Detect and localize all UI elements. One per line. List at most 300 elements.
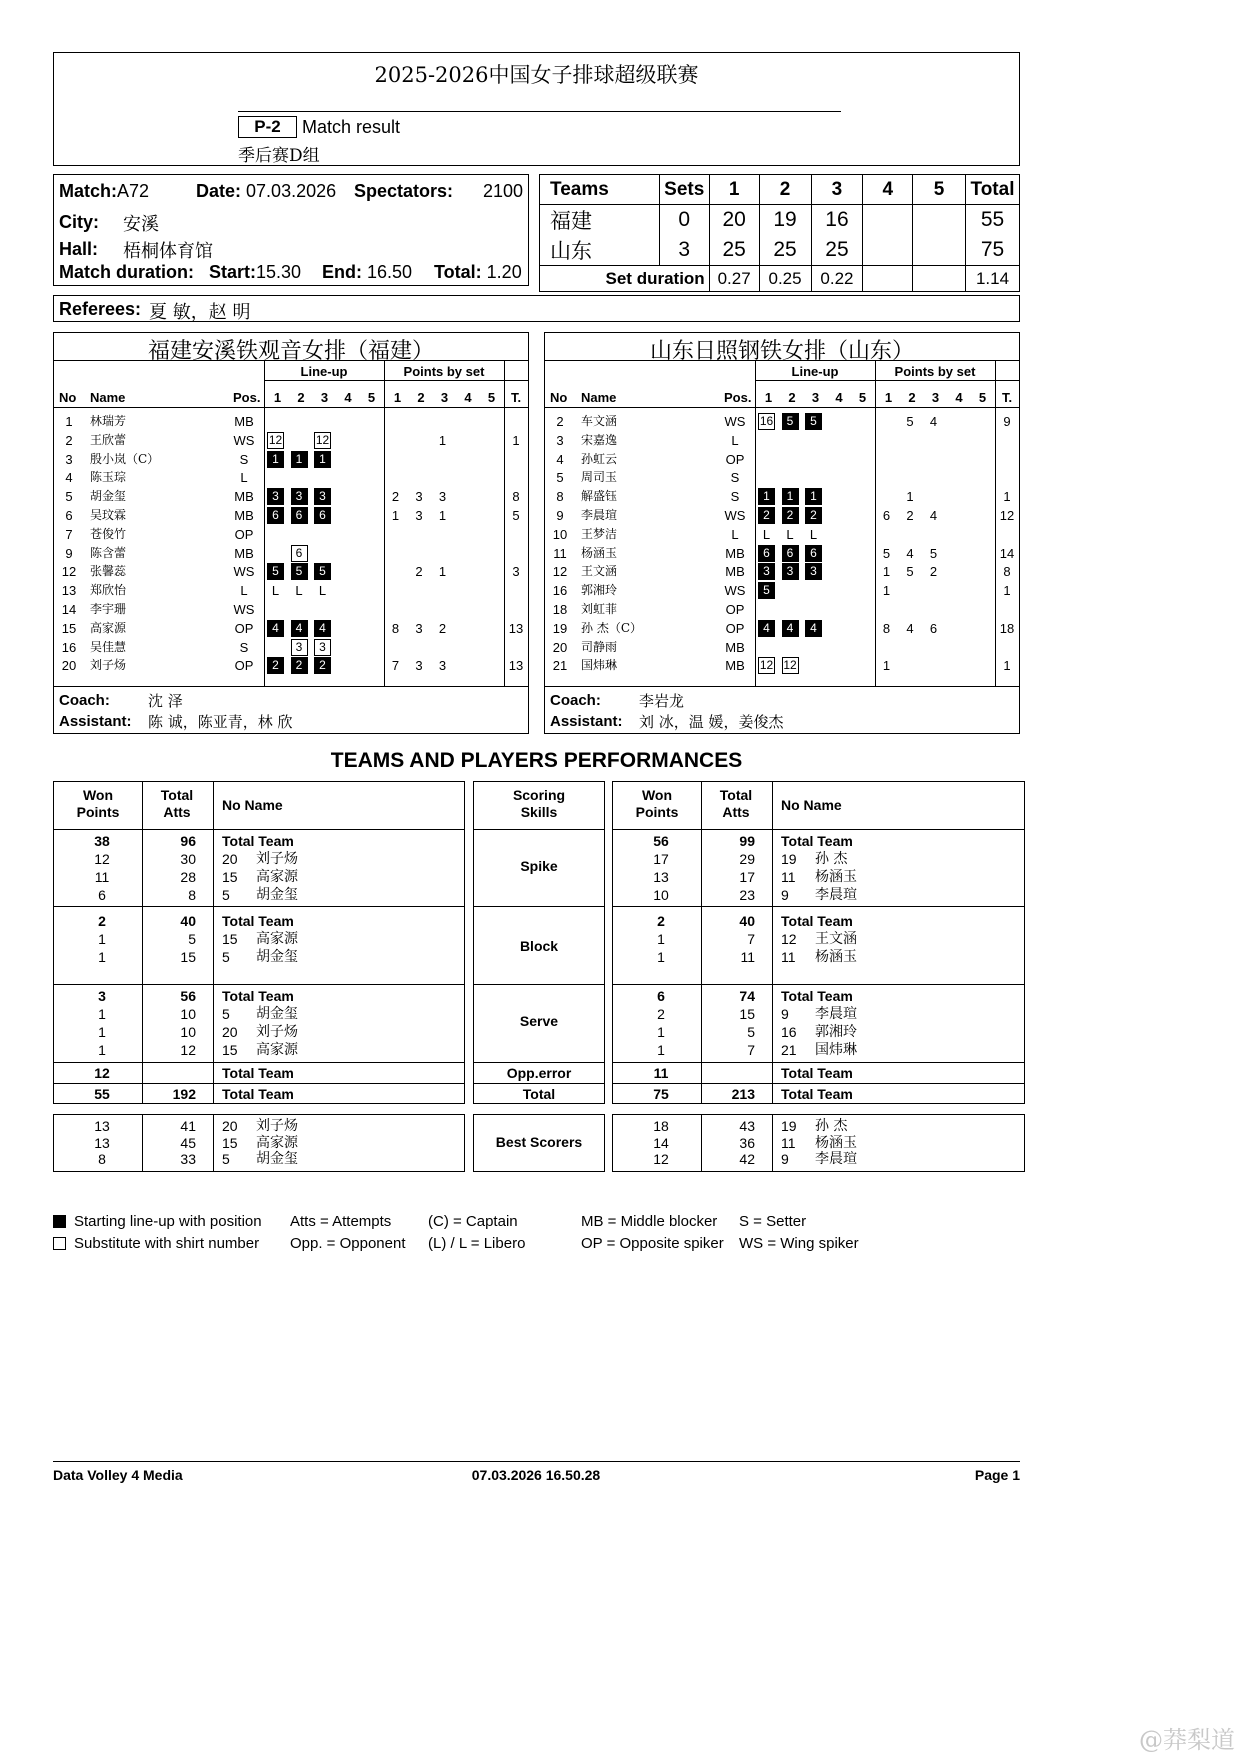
total-row xyxy=(53,1085,465,1103)
col-name-header: Name xyxy=(90,390,126,405)
player-name: 张馨蕊 xyxy=(90,564,127,579)
total-team-label: Total Team xyxy=(222,988,294,1004)
score-table xyxy=(539,174,1020,292)
match-number: A72 xyxy=(117,181,150,201)
player-total-points: 18 xyxy=(999,620,1015,636)
player-position: OP xyxy=(725,620,745,636)
player-number: 15 xyxy=(222,931,238,947)
won-points: 1 xyxy=(657,1042,665,1058)
player-number: 5 xyxy=(222,1006,230,1022)
player-position: MB xyxy=(234,414,254,429)
player-number: 1 xyxy=(65,414,73,429)
referees-label: Referees: xyxy=(59,299,142,319)
player-stat-row xyxy=(612,1005,1025,1023)
player-name: 陈玉琮 xyxy=(90,470,127,485)
player-position: S xyxy=(239,451,249,467)
player-stat-row xyxy=(53,1005,465,1023)
starting-position-box: 4 xyxy=(782,620,799,637)
total-atts: 7 xyxy=(747,1042,755,1058)
total-atts-header: Total Atts xyxy=(719,787,753,820)
lineup-set-header: 3 xyxy=(320,390,329,405)
player-number: 5 xyxy=(222,949,230,965)
total-atts: 213 xyxy=(731,1086,755,1102)
set-points: 7 xyxy=(391,658,400,674)
player-number: 12 xyxy=(61,564,77,580)
legend-captain: (C) = Captain xyxy=(428,1213,518,1230)
libero-marker: L xyxy=(295,583,303,599)
substitute-number-box: 12 xyxy=(759,658,774,673)
points-set-header: 1 xyxy=(884,390,893,405)
player-stat-row xyxy=(612,1023,1025,1041)
player-number: 15 xyxy=(222,1134,238,1151)
starting-position-box: 5 xyxy=(291,563,308,580)
player-position: MB xyxy=(725,658,745,674)
total-atts: 28 xyxy=(180,869,196,885)
player-position: S xyxy=(730,470,740,486)
player-row xyxy=(54,562,528,581)
starting-position-box: 6 xyxy=(291,507,308,524)
won-points: 56 xyxy=(653,833,669,849)
lineup-set-header: 2 xyxy=(788,390,796,405)
set-points: 8 xyxy=(882,620,891,636)
player-number: 4 xyxy=(556,451,564,467)
spectators-label: Spectators: xyxy=(354,181,454,201)
starting-position-box: 3 xyxy=(314,488,331,505)
player-name: 宋嘉逸 xyxy=(581,432,618,447)
points-by-set-header: Points by set xyxy=(894,364,976,379)
best-scorer-row xyxy=(53,1151,465,1168)
starting-position-box: 5 xyxy=(805,413,822,430)
footer-rule xyxy=(53,1461,1020,1462)
total-team-label: Total Team xyxy=(781,1065,853,1081)
player-name: 高家源 xyxy=(256,1042,298,1058)
assistant-names: 刘 冰，温 媛，姜俊杰 xyxy=(639,713,784,731)
player-number: 3 xyxy=(65,451,73,467)
score-set-points: 25 xyxy=(709,235,759,266)
team-name: 山东日照钢铁女排（山东） xyxy=(649,339,914,364)
player-row xyxy=(54,525,528,544)
row-divider xyxy=(612,984,1025,985)
libero-marker: L xyxy=(786,526,794,542)
legend-s: S = Setter xyxy=(739,1213,807,1230)
hall-label: Hall: xyxy=(59,239,99,259)
score-set-points: 25 xyxy=(759,235,811,266)
won-points: 10 xyxy=(653,887,669,903)
player-total-points: 13 xyxy=(508,658,524,674)
starting-position-box: 6 xyxy=(782,545,799,562)
substitute-number-box: 16 xyxy=(759,414,774,428)
starting-position-box: 5 xyxy=(314,563,331,580)
set-points: 2 xyxy=(391,489,400,505)
score-sets: 3 xyxy=(659,235,709,266)
set-points: 6 xyxy=(882,508,891,523)
starting-position-box: 6 xyxy=(267,507,284,524)
player-stat-row xyxy=(612,1041,1025,1059)
row-divider xyxy=(53,906,465,907)
player-position: MB xyxy=(725,545,745,561)
roster-foot-divider xyxy=(545,686,1019,687)
player-total-points: 8 xyxy=(1003,564,1011,580)
doc-code: P-2 xyxy=(238,116,297,138)
best-scorer-row xyxy=(53,1118,465,1135)
starting-position-box: 4 xyxy=(267,620,284,637)
score-set-points: 16 xyxy=(811,205,863,236)
col-pos-header: Pos. xyxy=(233,390,261,405)
player-position: OP xyxy=(725,451,745,467)
total-atts: 5 xyxy=(188,931,196,947)
player-stat-row xyxy=(53,1041,465,1059)
substitute-number-box: 3 xyxy=(314,639,331,656)
player-number: 14 xyxy=(61,602,77,617)
roster-head-divider xyxy=(264,380,528,381)
player-name: 王欣蕾 xyxy=(90,432,127,447)
player-name: 吴玟霖 xyxy=(90,508,127,522)
score-head-sets: Sets xyxy=(659,175,709,205)
player-position: L xyxy=(240,583,248,599)
won-points: 1 xyxy=(657,1024,665,1040)
starting-position-box: 5 xyxy=(782,413,799,430)
score-row-home xyxy=(540,205,1020,236)
legend-starting: Starting line-up with position xyxy=(74,1213,262,1230)
total-team-label: Total Team xyxy=(222,833,294,849)
set-points: 1 xyxy=(882,583,891,599)
total-atts: 17 xyxy=(739,869,755,885)
roster-body-divider xyxy=(54,407,528,408)
player-number: 19 xyxy=(552,620,568,636)
assistant-label: Assistant: xyxy=(550,713,623,730)
player-row xyxy=(545,544,1019,563)
match-label: Match: xyxy=(59,181,117,201)
score-set-points xyxy=(913,235,966,266)
total-team-label: Total Team xyxy=(781,913,853,929)
player-name: 杨涵玉 xyxy=(815,1134,857,1151)
roster-head-divider xyxy=(755,380,1019,381)
team-total-row xyxy=(53,987,465,1005)
footer-left: Data Volley 4 Media xyxy=(53,1467,183,1483)
skill-label: Serve xyxy=(519,1013,559,1029)
total-atts: 15 xyxy=(739,1006,755,1022)
col-pos-header: Pos. xyxy=(724,390,752,405)
set-points: 3 xyxy=(415,508,423,523)
score-set-points xyxy=(863,205,913,236)
won-points: 1 xyxy=(98,1042,106,1058)
opp-row xyxy=(612,1064,1025,1082)
player-row xyxy=(54,412,528,431)
player-row xyxy=(54,487,528,506)
total-label: Total: xyxy=(434,262,482,282)
player-name: 郑欣怡 xyxy=(90,583,127,598)
score-head-set4: 4 xyxy=(863,175,913,205)
lineup-set-header: 3 xyxy=(811,390,820,405)
player-number: 10 xyxy=(552,526,568,542)
starting-position-box: 2 xyxy=(267,657,284,674)
won-points: 2 xyxy=(98,913,106,929)
player-row xyxy=(545,525,1019,544)
player-position: OP xyxy=(234,526,254,542)
player-name: 胡金玺 xyxy=(90,489,127,504)
set-points: 3 xyxy=(415,658,423,674)
player-total-points: 3 xyxy=(512,564,520,580)
set-duration: 0.25 xyxy=(759,266,811,292)
lineup-set-header: 1 xyxy=(764,390,773,405)
competition-title: 2025-2026中国女子排球超级联赛 xyxy=(374,63,699,87)
player-total-points: 1 xyxy=(512,432,520,448)
away-team-roster xyxy=(544,332,1020,734)
score-sets: 0 xyxy=(659,205,709,236)
duration-label: Match duration: xyxy=(59,262,194,282)
doc-label: Match result xyxy=(302,117,401,137)
player-row xyxy=(545,581,1019,600)
player-number: 2 xyxy=(65,432,73,448)
points-set-header: 2 xyxy=(908,390,916,405)
player-position: OP xyxy=(234,658,254,674)
best-scorer-row xyxy=(612,1118,1025,1135)
set-points: 1 xyxy=(438,508,447,523)
total-team-label: Total Team xyxy=(222,1086,294,1102)
score-head-set2: 2 xyxy=(759,175,811,205)
won-points-header: Won Points xyxy=(76,787,120,820)
score-head-teams: Teams xyxy=(540,175,660,205)
lineup-set-header: 2 xyxy=(297,390,305,405)
total-team-label: Total Team xyxy=(781,1086,853,1102)
player-position: MB xyxy=(234,508,254,523)
legend xyxy=(53,1213,953,1257)
legend-ws: WS = Wing spiker xyxy=(739,1235,859,1252)
set-points: 3 xyxy=(415,489,423,505)
set-duration xyxy=(863,266,913,292)
player-total-points: 12 xyxy=(999,508,1015,523)
coach-name: 李岩龙 xyxy=(639,692,685,710)
player-number: 19 xyxy=(781,1118,797,1134)
player-position: WS xyxy=(724,508,746,523)
lineup-header: Line-up xyxy=(791,364,839,379)
starting-position-box: 1 xyxy=(782,488,799,505)
total-atts: 42 xyxy=(739,1151,755,1167)
won-points: 12 xyxy=(94,851,110,867)
player-total-points: 13 xyxy=(508,620,524,636)
set-points: 5 xyxy=(882,545,891,561)
player-number: 5 xyxy=(556,470,564,486)
starting-position-box: 5 xyxy=(758,582,775,599)
starting-position-box: 6 xyxy=(314,507,331,524)
player-name: 李晨瑄 xyxy=(581,508,618,522)
player-row xyxy=(545,487,1019,506)
won-points: 8 xyxy=(98,1151,106,1167)
player-name: 刘虹菲 xyxy=(581,602,618,616)
total-atts: 10 xyxy=(180,1006,196,1022)
phase-subtitle: 季后赛D组 xyxy=(238,146,320,166)
starting-position-box: 4 xyxy=(291,620,308,637)
start-label: Start: xyxy=(209,262,257,282)
legend-atts: Atts = Attempts xyxy=(290,1213,392,1230)
player-row xyxy=(54,619,528,638)
total-atts: 74 xyxy=(739,988,755,1004)
set-points: 1 xyxy=(882,658,891,674)
player-total-points: 14 xyxy=(999,545,1015,561)
libero-marker: L xyxy=(271,583,280,599)
player-row xyxy=(545,562,1019,581)
won-points: 12 xyxy=(94,1065,110,1081)
footer-page: Page 1 xyxy=(974,1467,1020,1483)
set-points: 4 xyxy=(906,620,914,636)
starting-position-box: 1 xyxy=(314,451,331,468)
player-name: 李晨瑄 xyxy=(815,1151,857,1167)
points-set-header: 4 xyxy=(955,390,963,405)
won-points: 2 xyxy=(657,913,665,929)
player-name: 殷小岚（C） xyxy=(90,451,160,466)
won-points: 12 xyxy=(653,1151,669,1167)
player-position: MB xyxy=(234,545,254,561)
row-divider xyxy=(53,1062,465,1063)
player-stat-row xyxy=(53,886,465,904)
player-name: 杨涵玉 xyxy=(815,949,857,965)
player-name: 郭湘玲 xyxy=(815,1024,857,1040)
set-points: 1 xyxy=(438,432,447,448)
points-set-header: 3 xyxy=(440,390,449,405)
won-points: 3 xyxy=(98,988,106,1004)
player-total-points: 8 xyxy=(512,489,520,505)
total-atts: 11 xyxy=(740,949,755,965)
player-total-points: 1 xyxy=(1003,658,1011,674)
player-name: 杨涵玉 xyxy=(815,869,857,885)
substitute-number-box: 12 xyxy=(315,432,330,447)
starting-position-box: 3 xyxy=(805,563,822,580)
won-points: 6 xyxy=(657,988,665,1004)
total-row xyxy=(612,1085,1025,1103)
won-points: 2 xyxy=(657,1006,665,1022)
player-total-points: 9 xyxy=(1003,414,1011,429)
hall-value: 梧桐体育馆 xyxy=(123,241,213,262)
player-name: 李晨瑄 xyxy=(815,1006,857,1022)
starting-position-box: 4 xyxy=(758,620,775,637)
points-set-header: 5 xyxy=(487,390,496,405)
assistant-names: 陈 诚，陈亚青，林 欣 xyxy=(148,713,293,731)
player-stat-row xyxy=(612,948,1025,966)
legend-substitute: Substitute with shirt number xyxy=(74,1235,260,1252)
player-name: 陈含蕾 xyxy=(90,545,127,560)
score-head-set1: 1 xyxy=(709,175,759,205)
total-team-label: Total Team xyxy=(222,913,294,929)
player-number: 11 xyxy=(781,949,796,965)
player-number: 5 xyxy=(222,1151,230,1167)
best-scorer-row xyxy=(53,1135,465,1152)
won-points: 13 xyxy=(94,1118,110,1134)
row-divider xyxy=(473,1062,605,1063)
player-name: 高家源 xyxy=(256,869,298,885)
row-divider xyxy=(53,984,465,985)
score-set-points xyxy=(913,205,966,236)
player-position: MB xyxy=(725,639,745,655)
player-name: 刘子炀 xyxy=(256,851,298,867)
player-name: 司静雨 xyxy=(581,639,618,654)
total-atts: 192 xyxy=(172,1086,196,1102)
footer-timestamp: 07.03.2026 16.50.28 xyxy=(471,1467,601,1483)
coach-label: Coach: xyxy=(550,692,601,709)
substitute-number-box: 12 xyxy=(783,658,797,673)
score-head-set3: 3 xyxy=(811,175,863,205)
skill-label: Block xyxy=(519,938,559,954)
set-duration: 0.22 xyxy=(811,266,863,292)
set-duration-row xyxy=(540,266,1020,292)
total-team-label: Total Team xyxy=(222,1065,294,1081)
player-position: L xyxy=(731,432,739,448)
won-points: 1 xyxy=(657,931,665,947)
player-number: 15 xyxy=(222,869,238,885)
starting-position-box: 2 xyxy=(314,657,331,674)
won-points: 1 xyxy=(98,931,106,947)
player-number: 9 xyxy=(781,1006,789,1022)
player-name: 孙虹云 xyxy=(581,451,618,466)
total-atts-header: Total Atts xyxy=(160,787,194,820)
player-row xyxy=(54,638,528,657)
player-name: 郭湘玲 xyxy=(581,583,618,598)
header-rule xyxy=(238,111,841,112)
set-points: 2 xyxy=(929,564,938,580)
won-points: 38 xyxy=(94,833,110,849)
start-time: 15.30 xyxy=(256,262,302,282)
player-name: 车文涵 xyxy=(581,414,618,428)
player-row xyxy=(545,506,1019,525)
player-row xyxy=(54,656,528,675)
total-atts: 99 xyxy=(739,833,755,849)
player-number: 9 xyxy=(556,508,564,523)
player-number: 20 xyxy=(61,658,77,674)
assistant-label: Assistant: xyxy=(59,713,132,730)
starting-position-box: 6 xyxy=(758,545,775,562)
player-position: S xyxy=(730,489,740,505)
legend-mb: MB = Middle blocker xyxy=(581,1213,718,1230)
player-row xyxy=(545,656,1019,675)
points-set-header: 4 xyxy=(464,390,472,405)
player-stat-row xyxy=(53,1023,465,1041)
starting-lineup-swatch xyxy=(53,1215,66,1228)
won-points: 11 xyxy=(653,1065,669,1081)
starting-position-box: 4 xyxy=(805,620,822,637)
match-date: 07.03.2026 xyxy=(246,181,337,201)
player-name: 苍俊竹 xyxy=(90,526,127,541)
set-points: 2 xyxy=(906,508,914,523)
player-name: 国炜琳 xyxy=(815,1042,857,1058)
player-position: OP xyxy=(234,620,254,636)
total-atts: 41 xyxy=(180,1118,196,1134)
score-total: 75 xyxy=(965,235,1019,266)
roster-body-divider xyxy=(545,407,1019,408)
starting-position-box: 3 xyxy=(267,488,284,505)
player-stat-row xyxy=(612,886,1025,904)
spectators-value: 2100 xyxy=(482,181,523,201)
won-points: 1 xyxy=(657,949,665,965)
player-position: L xyxy=(240,470,248,486)
set-points: 2 xyxy=(438,620,447,636)
player-number: 11 xyxy=(553,545,567,561)
player-name: 胡金玺 xyxy=(256,949,298,965)
starting-position-box: 1 xyxy=(291,451,308,468)
player-row xyxy=(545,450,1019,469)
player-stat-row xyxy=(612,868,1025,886)
player-number: 16 xyxy=(781,1024,797,1040)
lineup-set-header: 4 xyxy=(344,390,352,405)
player-position: WS xyxy=(233,564,255,580)
player-name: 刘子炀 xyxy=(256,1118,298,1134)
player-stat-row xyxy=(53,930,465,948)
player-row xyxy=(54,431,528,450)
player-number: 11 xyxy=(781,869,796,885)
set-points: 6 xyxy=(929,620,938,636)
substitute-number-box: 6 xyxy=(291,545,308,562)
won-points: 13 xyxy=(653,869,669,885)
player-row xyxy=(545,638,1019,657)
player-number: 7 xyxy=(65,526,73,542)
